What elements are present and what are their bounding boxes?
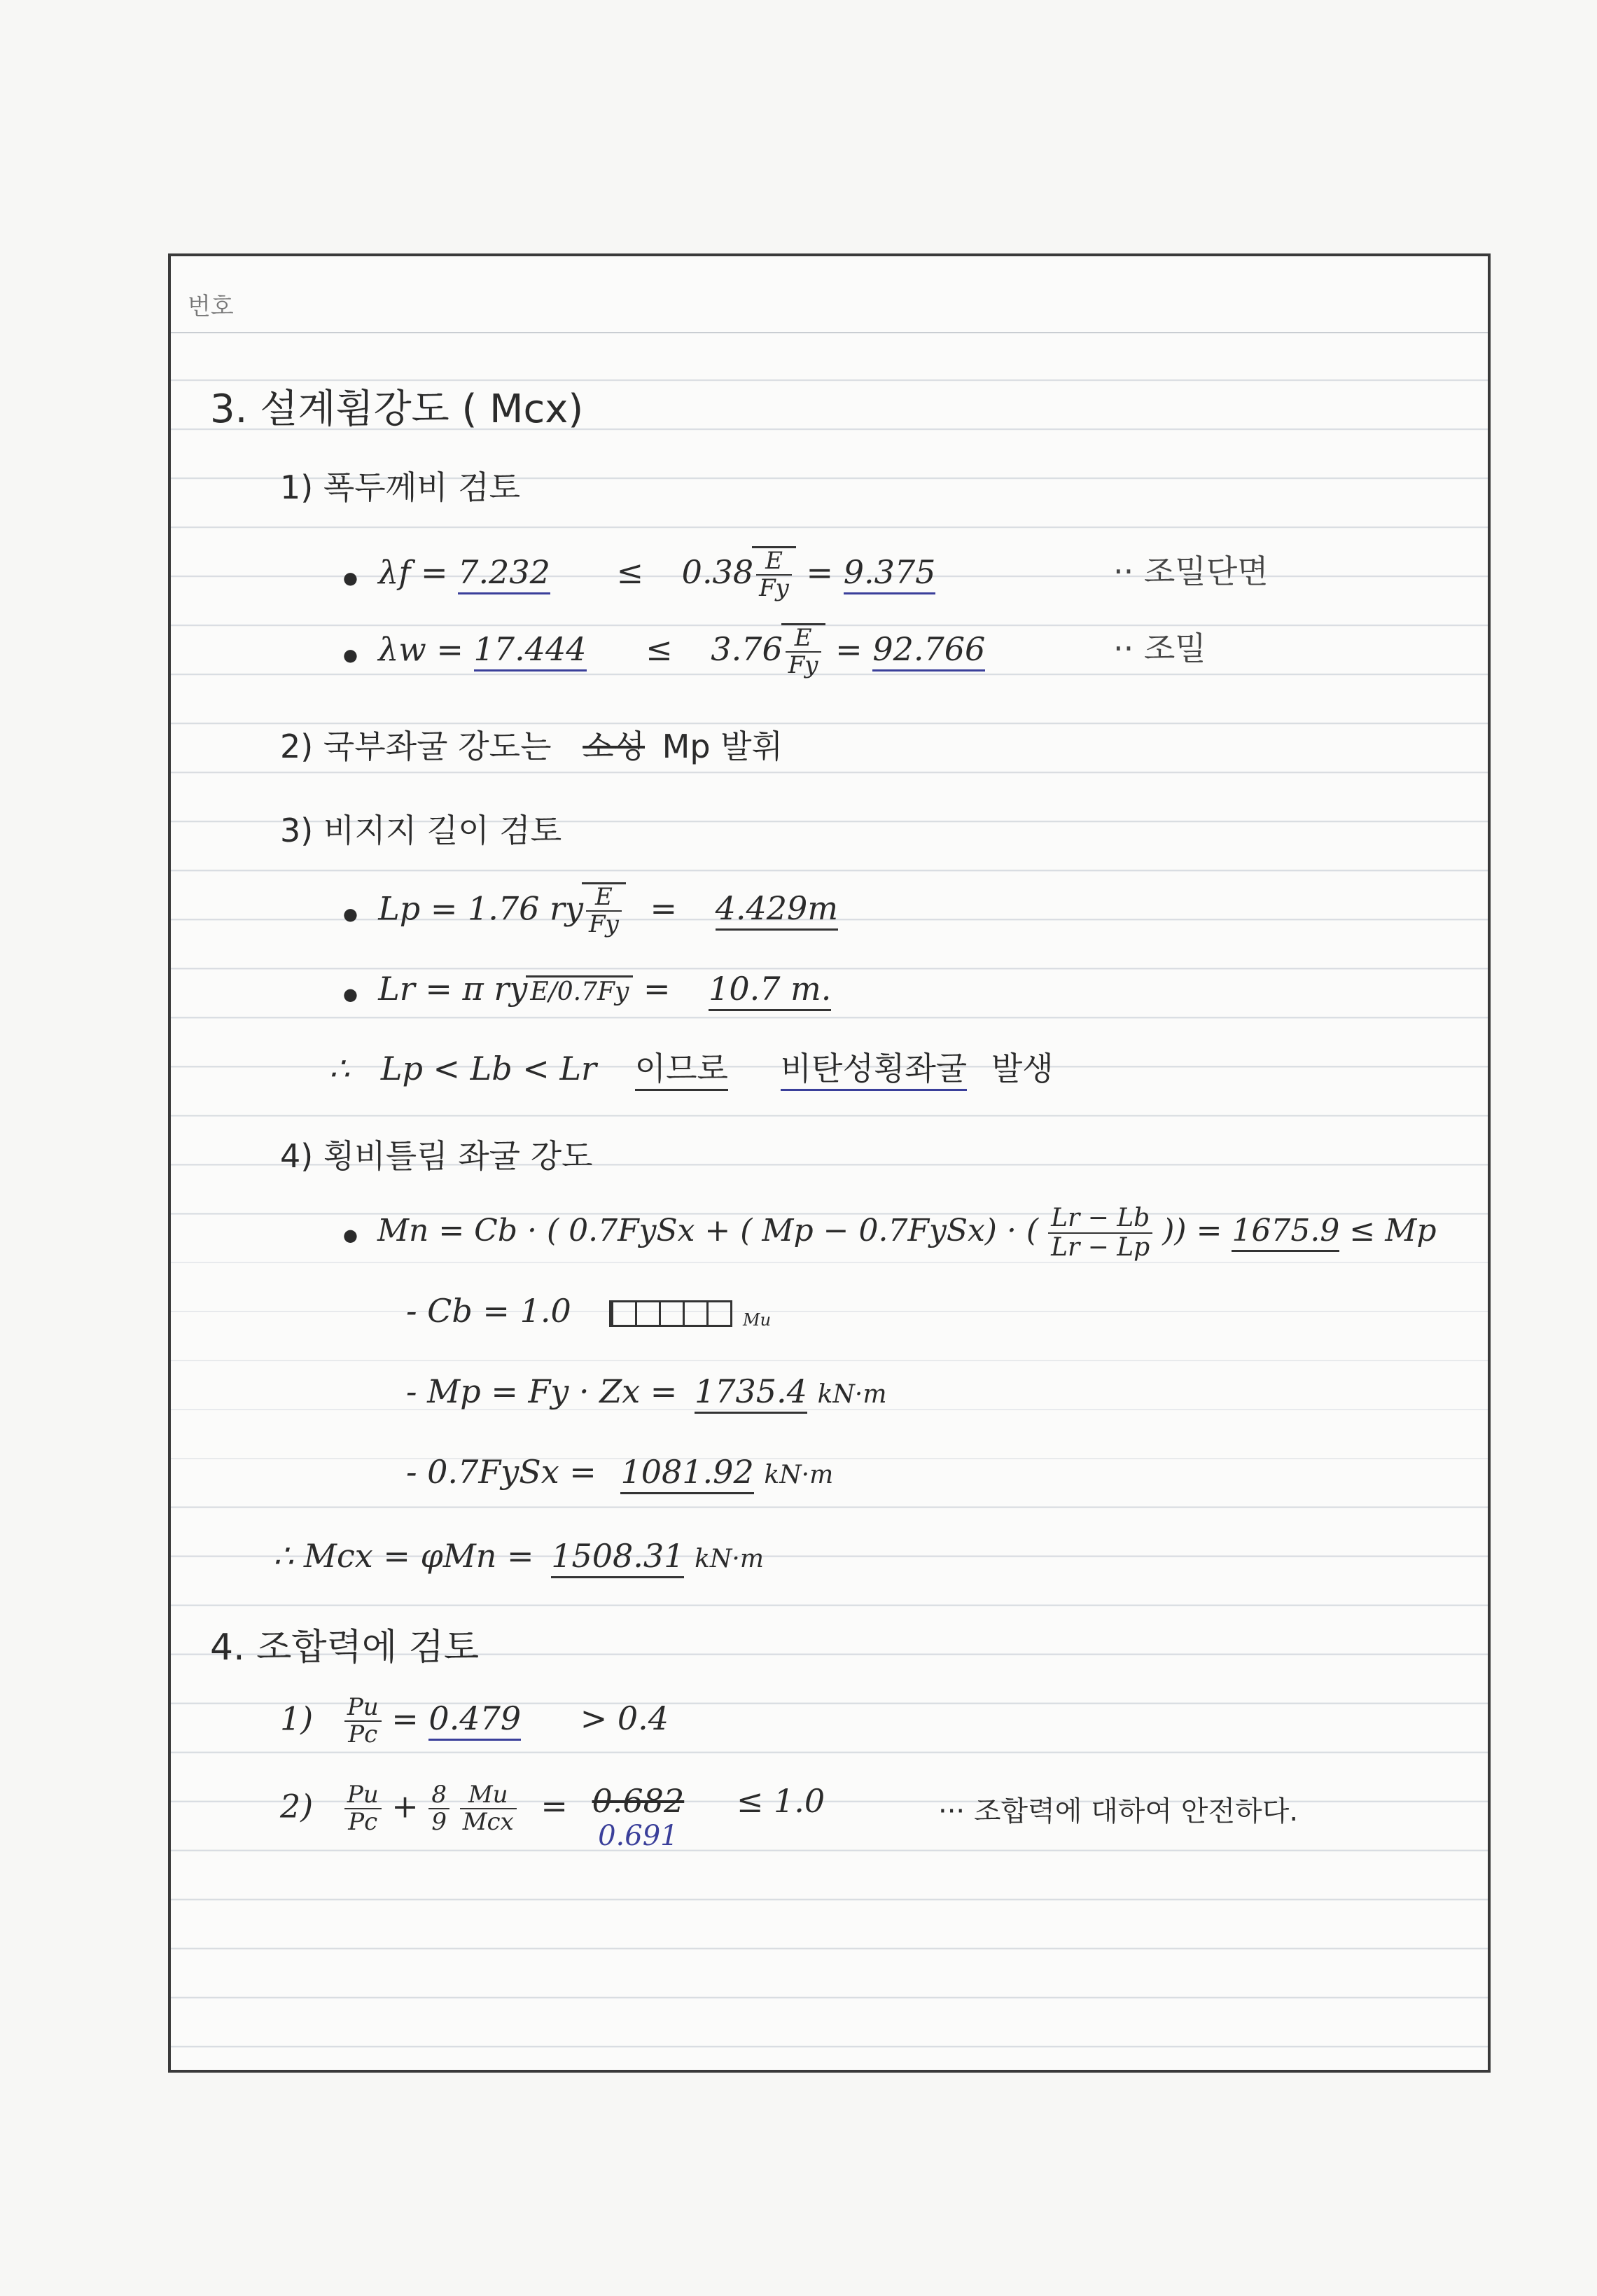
mn-compare: ≤ Mp bbox=[1349, 1213, 1437, 1249]
lr-line: ● Lr = π ry E/0.7Fy = 10.7 m. bbox=[343, 970, 831, 1008]
lambda-f-lhs: λf = bbox=[378, 553, 459, 592]
mn-eq: = bbox=[1196, 1213, 1222, 1249]
mcx-line bbox=[273, 1537, 764, 1575]
lr-value: 10.7 m. bbox=[709, 970, 831, 1011]
mcx-value: 1508.31 bbox=[551, 1537, 684, 1578]
sub1-title: 1) 폭두께비 검토 bbox=[280, 468, 521, 506]
lambda-w-eq: = bbox=[835, 630, 863, 669]
check2-new-value: 0.691 bbox=[598, 1820, 678, 1852]
check2-line bbox=[280, 1782, 825, 1852]
sqrt-lp: $\frac{E}{Fy}$ bbox=[582, 882, 626, 938]
check2-compare: ≤ 1.0 bbox=[736, 1782, 825, 1820]
mp-lhs: - Mp = Fy · Zx = bbox=[406, 1372, 678, 1410]
mu-label: Mu bbox=[743, 1310, 772, 1330]
lambda-f-value: 7.232 bbox=[458, 553, 550, 594]
check2-old-value: 0.682 bbox=[592, 1782, 685, 1820]
lp-eq: = bbox=[650, 889, 677, 928]
cb-line bbox=[406, 1292, 771, 1330]
sub2-title: 2) 국부좌굴 강도는 bbox=[280, 728, 552, 765]
section4-title: 4. 조합력에 검토 bbox=[210, 1627, 480, 1669]
sx-value: 1081.92 bbox=[620, 1453, 753, 1494]
conclusion-end: 발생 bbox=[991, 1050, 1054, 1087]
lp-lhs: Lp = 1.76 ry bbox=[378, 889, 584, 928]
check2-index: 2) bbox=[280, 1787, 314, 1825]
number-label: 번호 bbox=[188, 293, 234, 321]
check2-eq: = bbox=[541, 1787, 568, 1825]
lambda-f-coef: 0.38 bbox=[681, 553, 754, 592]
sub2-line bbox=[280, 721, 783, 767]
check1-compare: > 0.4 bbox=[580, 1699, 669, 1738]
conclusion-expr: Lp < Lb < Lr bbox=[380, 1050, 597, 1087]
lambda-f-eq: = bbox=[806, 553, 834, 592]
conclusion-word: 이므로 bbox=[635, 1050, 728, 1091]
lr-lhs: Lr = π ry bbox=[378, 970, 528, 1008]
lambda-w-limit: 92.766 bbox=[872, 630, 985, 672]
sx-line bbox=[406, 1453, 833, 1491]
sx-lhs: - 0.7FySx = bbox=[406, 1453, 597, 1491]
check2-result bbox=[592, 1782, 685, 1852]
sqrt-lr: E/0.7Fy bbox=[526, 975, 633, 1006]
mp-line bbox=[406, 1372, 886, 1410]
lambda-f-line: ● λf = 7.232 ≤ 0.38 $\frac{E}{Fy}$ = 9.375 bbox=[343, 547, 936, 603]
check2-note: ··· 조합력에 대하여 안전하다. bbox=[938, 1795, 1299, 1828]
check2-frac2: $\frac{8}{9}$ bbox=[428, 1782, 449, 1836]
therefore-symbol: ∴ bbox=[329, 1050, 350, 1087]
lambda-f-op: ≤ bbox=[616, 553, 644, 592]
mn-close: )) bbox=[1162, 1213, 1187, 1249]
mp-value: 1735.4 bbox=[695, 1372, 807, 1414]
lp-line: ● Lp = 1.76 ry $\frac{E}{Fy}$ = 4.429m bbox=[343, 883, 838, 939]
cb-text: - Cb = 1.0 bbox=[406, 1292, 571, 1330]
sub2-struck: 소성 bbox=[583, 728, 646, 765]
mn-value: 1675.9 bbox=[1232, 1213, 1339, 1252]
mn-fraction: $\frac{Lr - Lb}{Lr - Lp}$ bbox=[1048, 1204, 1152, 1261]
conclusion-mode: 비탄성횡좌굴 bbox=[781, 1050, 968, 1091]
sub4-title: 4) 횡비틀림 좌굴 강도 bbox=[280, 1137, 593, 1175]
check2-plus: + bbox=[391, 1787, 419, 1825]
uniform-moment-diagram bbox=[609, 1300, 732, 1327]
check1-fraction: $\frac{Pu}{Pc}$ bbox=[344, 1695, 382, 1748]
sqrt-e-fy-2: $\frac{E}{Fy}$ bbox=[781, 623, 825, 679]
section3-title: 3. 설계휨강도 ( Mcx) bbox=[210, 387, 584, 432]
lambda-f-limit: 9.375 bbox=[844, 553, 936, 594]
mcx-lhs: ∴ Mcx = φMn = bbox=[273, 1537, 534, 1575]
lambda-w-note: ·· 조밀 bbox=[1113, 629, 1206, 667]
lambda-w-line: ● λw = 17.444 ≤ 3.76 $\frac{E}{Fy}$ = 92.766 bbox=[343, 624, 986, 680]
sqrt-e-fy: $\frac{E}{Fy}$ bbox=[752, 546, 796, 602]
sx-unit: kN·m bbox=[764, 1461, 834, 1489]
lambda-f-note: ·· 조밀단면 bbox=[1113, 552, 1269, 590]
mcx-unit: kN·m bbox=[695, 1545, 764, 1573]
lr-eq: = bbox=[643, 970, 671, 1008]
sheet-header bbox=[171, 256, 1488, 333]
lambda-w-value: 17.444 bbox=[474, 630, 587, 672]
check2-frac1: $\frac{Pu}{Pc}$ bbox=[344, 1782, 382, 1836]
check2-frac3: $\frac{Mu}{\text{Mcx}}$ bbox=[460, 1782, 517, 1836]
conclusion-line bbox=[329, 1043, 1054, 1090]
check1-index: 1) bbox=[280, 1699, 314, 1738]
mp-unit: kN·m bbox=[817, 1380, 887, 1409]
sub3-title: 3) 비지지 길이 검토 bbox=[280, 812, 562, 849]
mn-lhs: Mn = Cb · ( 0.7FySx + ( Mp − 0.7FySx) · ( bbox=[377, 1213, 1039, 1249]
lp-value: 4.429m bbox=[716, 889, 838, 931]
sub2-rest: Mp 발휘 bbox=[662, 728, 783, 765]
lambda-w-lhs: λw = bbox=[378, 630, 474, 669]
check1-eq: = bbox=[391, 1699, 419, 1738]
lambda-w-op: ≤ bbox=[646, 630, 673, 669]
check1-line bbox=[280, 1695, 669, 1748]
mn-line: ● Mn = Cb · ( 0.7FySx + ( Mp − 0.7FySx) · ( $\frac{Lr - Lb}{Lr - Lp}$ )) = 1675.9 ≤ Mp bbox=[343, 1204, 1437, 1262]
check1-value: 0.479 bbox=[428, 1699, 521, 1741]
lambda-w-coef: 3.76 bbox=[711, 630, 783, 669]
